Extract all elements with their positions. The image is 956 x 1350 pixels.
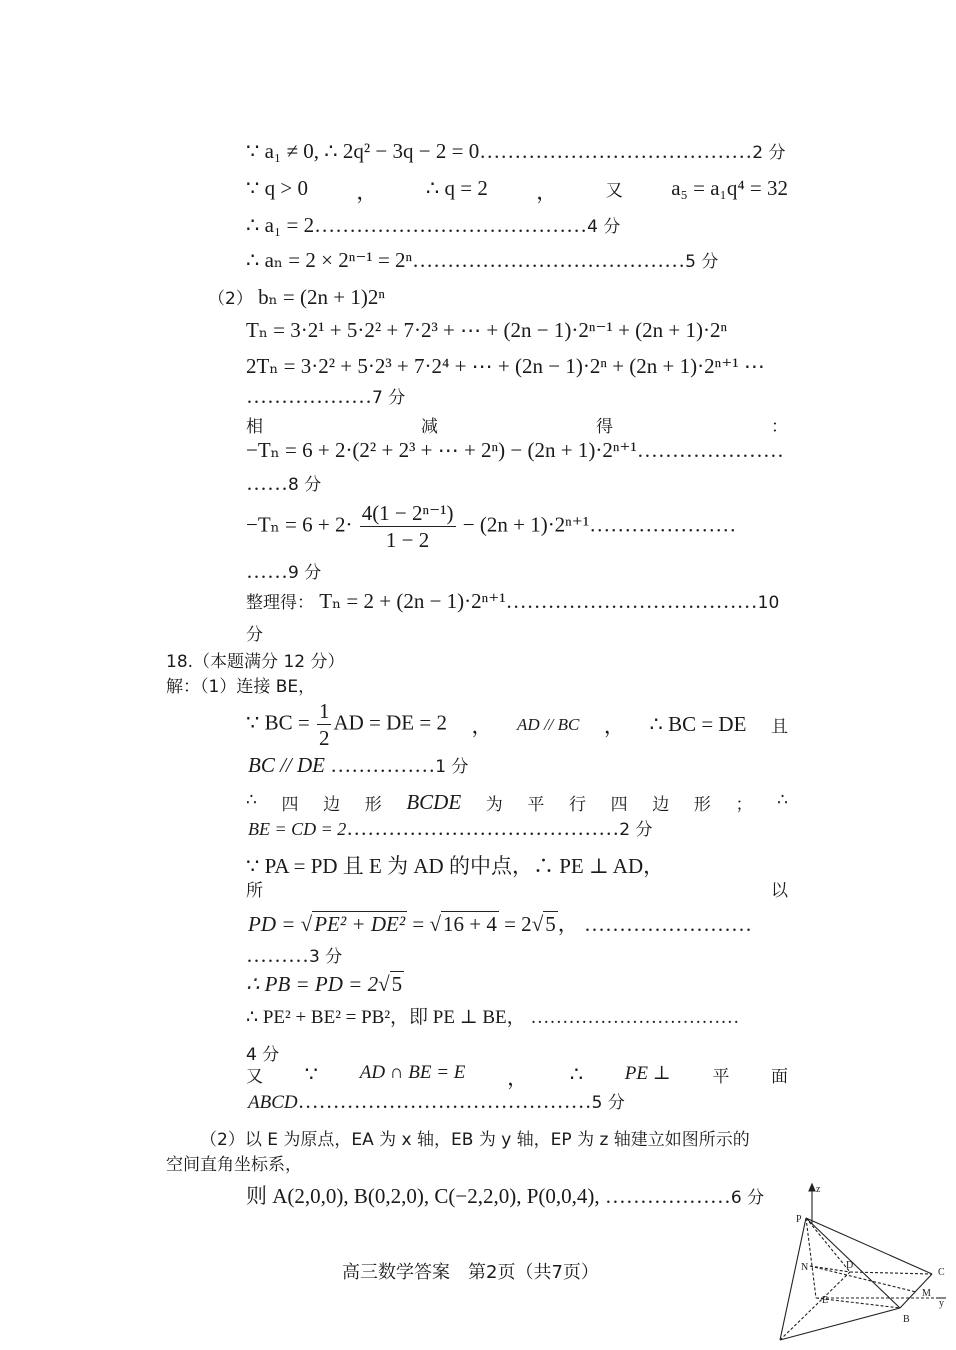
- fraction-denominator: 1 − 2: [385, 528, 430, 552]
- score-label: 7 分: [372, 388, 406, 408]
- fraction: [360, 500, 456, 553]
- score-line-3: [246, 942, 342, 968]
- label-b: B: [903, 1314, 910, 1325]
- eq-bc-parallel-de: [248, 752, 468, 778]
- word: 边: [652, 795, 670, 815]
- label-z: z: [816, 1184, 821, 1195]
- eq-bc-de: ∴ BC = DE: [649, 712, 747, 736]
- word: 四: [610, 795, 628, 815]
- score-label: 2 分: [752, 143, 786, 163]
- word: 四: [281, 795, 299, 815]
- eq-text: =: [412, 912, 425, 936]
- q18-solution-start: 解：（1）连接 BE，: [166, 677, 316, 697]
- word: 又: [246, 1067, 263, 1087]
- leader-dots: ………………………………: [505, 589, 758, 613]
- eq-pd-sqrt: [248, 908, 752, 938]
- word: ：: [771, 417, 788, 437]
- eq-coordinates: [246, 1180, 764, 1210]
- score-label: 10: [757, 593, 780, 613]
- eq-text: BE = CD = 2: [248, 819, 347, 839]
- sqrt-radicand: 16 + 4: [443, 912, 497, 936]
- leader-dots: ………: [246, 943, 309, 967]
- eq-text: BC // DE: [248, 753, 325, 777]
- q18-title: 18.（本题满分 12 分）: [166, 652, 345, 672]
- eq-q-equals: ∴ q = 2: [425, 176, 488, 200]
- word: 平: [527, 795, 545, 815]
- eq-pe-perp-be: [246, 1002, 739, 1029]
- final-label: 整理得：: [246, 593, 314, 613]
- word: 为: [485, 795, 503, 815]
- eq-text: bₙ = (2n + 1)2ⁿ: [258, 285, 385, 309]
- score-label: 9 分: [288, 563, 322, 583]
- eq-bn: [208, 284, 385, 310]
- word: ∴: [569, 1062, 584, 1086]
- leader-dots: ……………………: [583, 912, 752, 936]
- score-label: 8 分: [288, 475, 322, 495]
- eq-text: ∴ aₙ = 2 × 2ⁿ⁻¹ = 2ⁿ: [246, 248, 413, 272]
- comma: ，: [356, 180, 378, 204]
- leader-dots: ……………………………: [530, 1007, 740, 1028]
- sqrt-radicand: PE² + DE²: [314, 912, 406, 936]
- label-m: M: [922, 1288, 931, 1299]
- eq-text: ∴ PB = PD = 2: [246, 972, 379, 996]
- word: PE ⊥: [624, 1063, 671, 1084]
- label-d: D: [846, 1260, 854, 1271]
- eq-final-tn: [246, 588, 779, 614]
- eq-neg-tn-2: [246, 500, 736, 553]
- eq-text: −Tₙ = 6 + 2·(2² + 2³ + ⋯ + 2ⁿ) − (2n + 1)·2ⁿ⁺¹: [246, 438, 637, 462]
- eq-abcd: [248, 1088, 625, 1114]
- leader-dots: ……………: [330, 753, 436, 777]
- word: 形: [693, 795, 711, 815]
- word: 平: [712, 1067, 730, 1087]
- word: AD ∩ BE = E: [359, 1062, 466, 1083]
- edge-pa: [780, 1218, 809, 1340]
- eq-right: − (2n + 1)·2ⁿ⁺¹: [462, 512, 590, 537]
- word: 行: [569, 795, 587, 815]
- word: ，: [507, 1066, 529, 1090]
- word: 以: [771, 881, 788, 901]
- eq-tn: Tₙ = 3·2¹ + 5·2² + 7·2³ + ⋯ + (2n − 1)·2ⁿ⁻¹ + (2n + 1)·2ⁿ: [246, 318, 728, 342]
- word-and: 且: [770, 717, 788, 737]
- edge-ad: [780, 1272, 850, 1340]
- fraction-denominator: 2: [318, 726, 330, 750]
- eq-a1-value: [246, 212, 620, 238]
- eq-an-formula: [246, 247, 718, 273]
- fraction-numerator: 1: [318, 699, 330, 723]
- word: ∴: [777, 790, 788, 810]
- eq-bc-left: [246, 698, 447, 751]
- label-n: N: [801, 1262, 809, 1273]
- eq-2tn: 2Tₙ = 3·2² + 5·2³ + 7·2⁴ + ⋯ + (2n − 1)·2ⁿ + (2n + 1)·2ⁿ⁺¹ ⋯: [246, 354, 765, 378]
- comma: ，: [603, 713, 625, 738]
- eq-bc-row: [246, 698, 788, 751]
- score-label: 2 分: [619, 820, 653, 840]
- eq-q-positive: ∵ q > 0: [246, 176, 308, 200]
- eq-text: ∵ BC =: [246, 710, 310, 735]
- sqrt-radicand: 5: [545, 912, 556, 936]
- word: BCDE: [406, 790, 462, 814]
- eq-text: Tₙ = 2 + (2n − 1)·2ⁿ⁺¹: [319, 589, 506, 613]
- eq-neg-tn-1: [246, 438, 784, 463]
- comma: ，: [536, 180, 558, 204]
- eq-ad-parallel-bc: AD // BC: [517, 714, 580, 734]
- edge-ab: [780, 1308, 900, 1340]
- eq-text: 则 A(2,0,0), B(0,2,0), C(−2,2,0), P(0,0,4),: [246, 1184, 600, 1208]
- bcde-parallelogram-row: [246, 790, 788, 815]
- score-label: 3 分: [309, 947, 343, 967]
- leader-dots: …………………: [636, 438, 784, 462]
- label-c: C: [938, 1267, 945, 1278]
- part2-coordinate-system: 空间直角坐标系，: [166, 1155, 302, 1175]
- word: 所: [246, 881, 263, 901]
- eq-q-positive-row: [246, 176, 788, 206]
- word-subtract-row: [246, 412, 788, 437]
- eq-be-cd: [248, 815, 653, 841]
- score-line-4: 4 分: [246, 1045, 280, 1065]
- eq-a5: a₅ = a₁q⁴ = 32: [671, 176, 788, 200]
- word: ∵: [304, 1062, 319, 1086]
- word: 减: [421, 417, 438, 437]
- eq-text: ∴ PE² + BE² = PB²，即 PE ⊥ BE，: [246, 1007, 526, 1028]
- leader-dots: ……: [246, 471, 288, 495]
- leader-dots: …………………: [589, 512, 737, 537]
- score-line-8: [246, 470, 321, 496]
- score-label: 1 分: [435, 757, 469, 777]
- edge-eb: [816, 1298, 900, 1308]
- eq-text: = 2: [504, 912, 532, 936]
- word: 形: [364, 795, 382, 815]
- fraction-half: [317, 698, 332, 751]
- edge-dc: [850, 1272, 932, 1274]
- leader-dots: …………………………………: [314, 213, 588, 237]
- comma: ，: [557, 912, 579, 936]
- part-label: （2）: [208, 289, 253, 309]
- eq-pb-pd: [246, 972, 404, 997]
- page-footer: 高三数学答案 第2页（共7页）: [342, 1262, 599, 1283]
- word: 相: [246, 417, 263, 437]
- score-unit: 分: [246, 625, 263, 645]
- leader-dots: …………………………………: [346, 816, 620, 840]
- word: 得: [596, 417, 613, 437]
- z-axis-arrow: [809, 1184, 815, 1191]
- sqrt-sign: √: [300, 912, 313, 936]
- word-so-row: [246, 876, 788, 901]
- leader-dots: ……: [246, 559, 288, 583]
- leader-dots: …………………………………: [479, 139, 753, 163]
- sqrt-sign: √: [429, 912, 441, 936]
- eq-a1-nonzero: [246, 138, 785, 164]
- leader-dots: ………………: [604, 1184, 731, 1208]
- score-label: 6 分: [730, 1188, 765, 1208]
- leader-dots: ……………………………………: [297, 1089, 592, 1113]
- word: ；: [735, 795, 753, 815]
- sqrt-sign: √: [378, 972, 390, 996]
- sqrt-radicand: 5: [391, 972, 403, 996]
- word: 面: [770, 1067, 788, 1087]
- segment-nm: [810, 1266, 916, 1292]
- score-label: 4 分: [587, 217, 621, 237]
- edge-pd: [806, 1218, 850, 1272]
- score-label: 5 分: [591, 1093, 625, 1113]
- edge-pe: [806, 1218, 816, 1298]
- comma: ，: [471, 713, 493, 738]
- label-y: y: [939, 1298, 944, 1309]
- eq-text: AD = DE = 2: [333, 710, 447, 735]
- leader-dots: …………………………………: [412, 248, 686, 272]
- pyramid-figure: [760, 1180, 956, 1350]
- eq-text: ABCD: [248, 1092, 298, 1113]
- eq-left: −Tₙ = 6 + 2·: [246, 512, 353, 537]
- eq-pa-pd: ∵ PA = PD 且 E 为 AD 的中点，∴ PE ⊥ AD，: [246, 854, 665, 878]
- leader-dots: ………………: [246, 384, 372, 408]
- label-e: E: [822, 1295, 829, 1306]
- eq-text: PD =: [248, 912, 296, 936]
- fraction-numerator: 4(1 − 2ⁿ⁻¹): [361, 501, 454, 525]
- label-p: P: [796, 1214, 802, 1225]
- word: 边: [323, 795, 341, 815]
- eq-text: ∵ a₁ ≠ 0, ∴ 2q² − 3q − 2 = 0: [246, 139, 480, 163]
- part2-coordinate-setup: （2）以 E 为原点，EA 为 x 轴，EB 为 y 轴，EP 为 z 轴建立如图所示的: [200, 1130, 750, 1150]
- score-label: 5 分: [685, 252, 719, 272]
- word: ∴: [246, 790, 257, 810]
- edge-pc: [806, 1218, 932, 1274]
- score-line-7: [246, 383, 405, 409]
- word-also: 又: [605, 181, 623, 201]
- sqrt-sign: √: [531, 912, 544, 936]
- score-line-9: [246, 558, 321, 584]
- eq-text: ∴ a₁ = 2: [246, 213, 315, 237]
